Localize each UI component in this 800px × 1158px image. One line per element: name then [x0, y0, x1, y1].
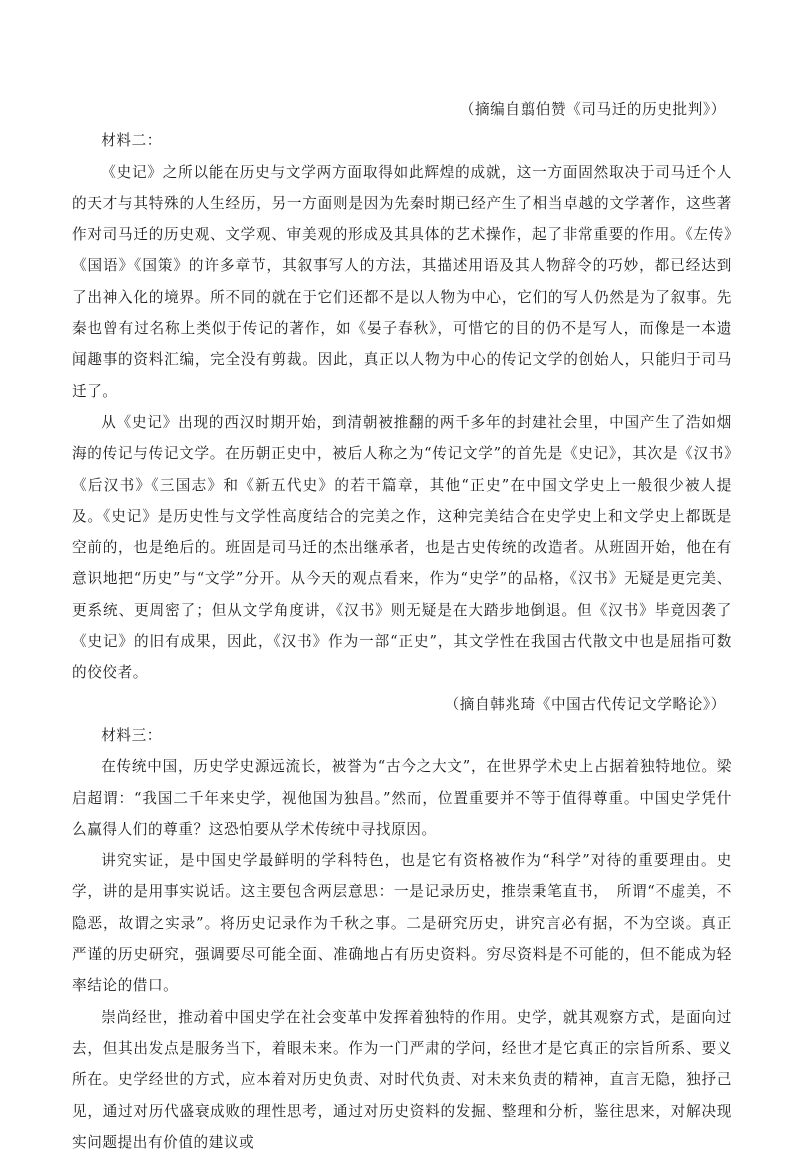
material-3-paragraph-2: 讲究实证，是中国史学最鲜明的学科特色，也是它有资格被作为“科学”对待的重要理由。史学，讲的是用事实说话。这主要包含两层意思：一是记录历史，推崇秉笔直书， 所谓“不虚美，不隐恶，故谓之实录”。将历史记录作为千秋之事。二是研究历史，讲究言必有据，不为空谈。真正严谨的历史研究，强调要尽可能全面、准确地占有历史资料。穷尽资料是不可能的，但不能成为轻率结论的借口。 [72, 852, 732, 995]
material-2-label: 材料二： [101, 132, 162, 150]
material-2-paragraph-2: 从《史记》出现的西汉时期开始，到清朝被推翻的两千多年的封建社会里，中国产生了浩如烟海的传记与传记文学。在历朝正史中，被后人称之为“传记文学”的首先是《史记》，其次是《汉书》《后汉书》《三国志》和《新五代史》的若干篇章，其他“正史”在中国文学史上一般很少被人提及。《史记》是历史性与文学性高度结合的完美之作，这种完美结合在史学史上和文学史上都既是空前的，也是绝后的。班固是司马迁的杰出继承者，也是古史传统的改造者。从班固开始，他在有意识地把“历史”与“文学”分开。从今天的观点看来，作为“史学”的品格，《汉书》无疑是更完美、更系统、更周密了；但从文学角度讲，《汉书》则无疑是在大踏步地倒退。但《汉书》毕竟因袭了《史记》的旧有成果，因此，《汉书》作为一部“正史”，其文学性在我国古代散文中也是屈指可数的佼佼者。 [72, 413, 732, 682]
material-3-paragraph-3: 崇尚经世，推动着中国史学在社会变革中发挥着独特的作用。史学，就其观察方式，是面向过去，但其出发点是服务当下，着眼未来。作为一门严肃的学问，经世才是它真正的宗旨所系、要义所在。史学经世的方式，应本着对历史负责、对时代负责、对未来负责的精神，直言无隐，独抒己见，通过对历代盛衰成败的理性思考，通过对历史资料的发掘、整理和分析，鉴往思来，对解决现实问题提出有价值的建议或 [72, 1008, 732, 1151]
citation-1: （摘编自翦伯赞《司马迁的历史批判》） [459, 101, 726, 118]
material-3-paragraph-1: 在传统中国，历史学史源远流长，被誉为“古今之大文”，在世界学术史上占据着独特地位。梁启超谓：“我国二千年来史学，视他国为独昌。”然而，位置重要并不等于值得尊重。中国史学凭什么赢得人们的尊重？这恐怕要从学术传统中寻找原因。 [72, 758, 732, 838]
material-3-label: 材料三： [101, 726, 162, 744]
document-body [72, 94, 732, 1158]
material-2-paragraph-1: 《史记》之所以能在历史与文学两方面取得如此辉煌的成就，这一方面固然取决于司马迁个人的天才与其特殊的人生经历，另一方面则是因为先秦时期已经产生了相当卓越的文学著作，这些著作对司马迁的历史观、文学观、审美观的形成及其具体的艺术操作，起了非常重要的作用。《左传》《国语》《国策》的许多章节，其叙事写人的方法，其描述用语及其人物辞令的巧妙，都已经达到了出神入化的境界。所不同的就在于它们还都不是以人物为中心，它们的写人仍然是为了叙事。先秦也曾有过名称上类似于传记的著作，如《晏子春秋》，可惜它的目的仍不是写人，而像是一本遗闻趣事的资料汇编，完全没有剪裁。因此，真正以人物为中心的传记文学的创始人，只能归于司马迁了。 [72, 163, 732, 400]
citation-2: （摘自韩兆琦《中国古代传记文学略论》） [444, 695, 726, 713]
